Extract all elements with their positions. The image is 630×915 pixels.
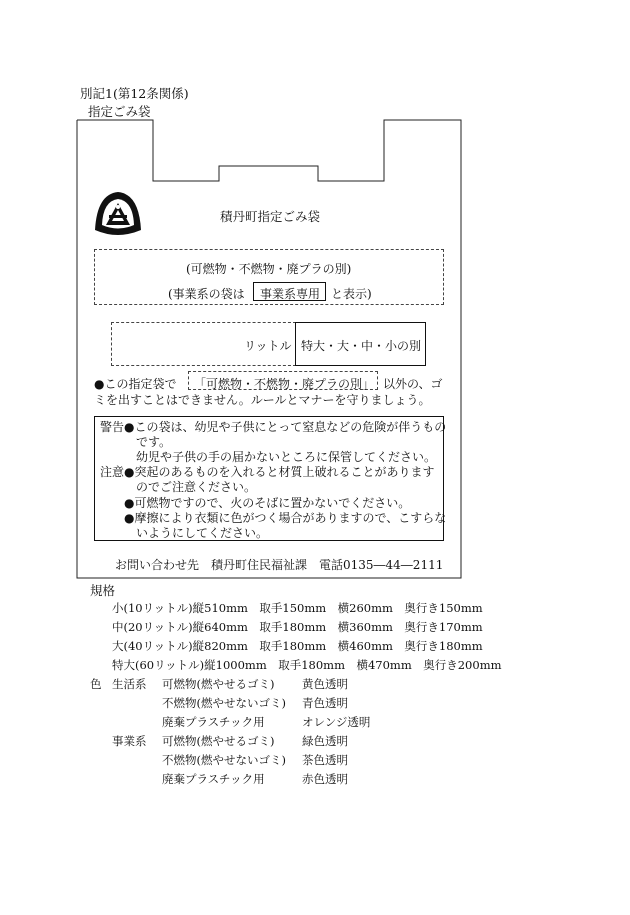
business-item-3: 廃棄プラスチック用	[162, 772, 265, 786]
warning-line-3: 幼児や子供の手の届かないところに保管してください。	[136, 450, 437, 464]
business-prefix: (事業系の袋は	[168, 287, 245, 301]
bag-title: 積丹町指定ごみ袋	[220, 209, 321, 224]
notice-rest: 以外の、ゴ	[383, 377, 443, 391]
spec-heading: 規格	[90, 583, 116, 598]
caution-line-2: のでご注意ください。	[136, 480, 257, 494]
contact-info: お問い合わせ先 積丹町住民福祉課 電話0135―44―2111	[115, 558, 444, 572]
caution-line-3: ●可燃物ですので、火のそばに置かないでください。	[124, 496, 411, 510]
bag-subtitle: 指定ごみ袋	[88, 104, 151, 119]
household-color-3: オレンジ透明	[302, 715, 371, 729]
category-text: (可燃物・不燃物・廃プラの別)	[186, 262, 352, 276]
household-color-1: 黄色透明	[302, 677, 348, 691]
warning-label: 警告	[100, 420, 125, 434]
spec-size-large: 大(40リットル)縦820mm 取手180mm 横460mm 奥行き180mm	[112, 639, 483, 653]
business-item-1: 可燃物(燃やせるゴミ)	[162, 734, 275, 748]
liter-label: リットル	[244, 339, 292, 353]
caution-line-5: いようにしてください。	[136, 526, 269, 540]
business-color-2: 茶色透明	[302, 753, 348, 767]
notice-bullet: ●この指定袋で	[94, 377, 177, 391]
town-emblem-icon	[92, 190, 144, 238]
notice-category-text: 「可燃物・不燃物・廃プラの別」	[194, 377, 375, 391]
business-suffix: と表示)	[331, 287, 372, 301]
household-color-2: 青色透明	[302, 696, 348, 710]
warning-line-2: です。	[136, 435, 172, 449]
caution-line-4: ●摩擦により衣類に色がつく場合がありますので、こすらな	[124, 511, 447, 525]
business-item-2: 不燃物(燃やせないゴミ)	[162, 753, 286, 767]
group-business: 事業系	[112, 734, 147, 748]
household-item-2: 不燃物(燃やせないゴミ)	[162, 696, 286, 710]
business-only-text: 事業系専用	[260, 287, 321, 301]
business-color-3: 赤色透明	[302, 772, 348, 786]
spec-size-medium: 中(20リットル)縦640mm 取手180mm 横360mm 奥行き170mm	[112, 620, 483, 634]
notice-line2: ミを出すことはできません。ルールとマナーを守りましょう。	[94, 393, 431, 407]
business-color-1: 緑色透明	[302, 734, 348, 748]
household-item-1: 可燃物(燃やせるゴミ)	[162, 677, 275, 691]
size-text: 特大・大・中・小の別	[301, 339, 422, 353]
household-item-3: 廃棄プラスチック用	[162, 715, 265, 729]
annex-label: 別記1(第12条関係)	[80, 86, 189, 101]
spec-size-small: 小(10リットル)縦510mm 取手150mm 横260mm 奥行き150mm	[112, 601, 483, 615]
warning-line-1: ●この袋は、幼児や子供にとって窒息などの危険が伴うもの	[124, 420, 447, 434]
caution-label: 注意	[100, 465, 125, 479]
spec-size-xlarge: 特大(60リットル)縦1000mm 取手180mm 横470mm 奥行き200mm	[112, 658, 502, 672]
caution-line-1: ●突起のあるものを入れると材質上破れることがあります	[124, 465, 435, 479]
group-household: 生活系	[112, 677, 147, 691]
color-label: 色	[90, 677, 102, 691]
